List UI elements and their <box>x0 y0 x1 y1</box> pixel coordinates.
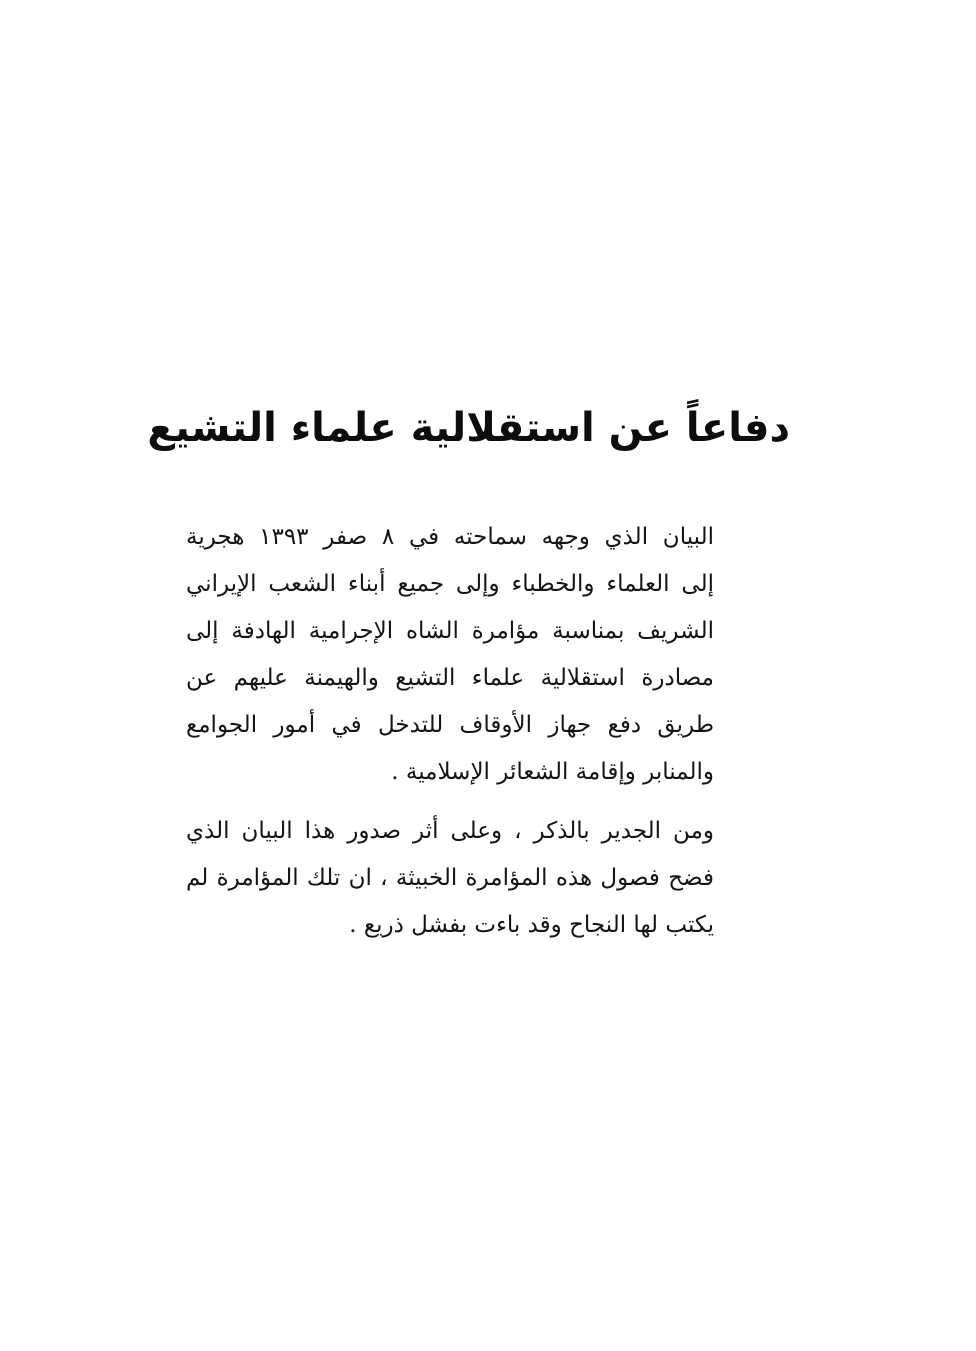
paragraph-line: طريق دفع جهاز الأوقاف للتدخل في أمور الجوامع <box>186 712 714 738</box>
paragraph-line: مصادرة استقلالية علماء التشيع والهيمنة عليهم عن <box>186 665 714 691</box>
paragraph-line: إلى العلماء والخطباء وإلى جميع أبناء الشعب الإيراني <box>186 571 714 597</box>
paragraph-line: ومن الجدير بالذكر ، وعلى أثر صدور هذا البيان الذي <box>186 818 714 844</box>
paragraph-1 <box>186 514 714 796</box>
paragraph-line: يكتب لها النجاح وقد باءت بفشل ذريع . <box>349 912 714 938</box>
body-text <box>186 514 714 949</box>
paragraph-2 <box>186 808 714 949</box>
paragraph-line: فضح فصول هذه المؤامرة الخبيثة ، ان تلك المؤامرة لم <box>186 865 714 891</box>
paragraph-line: والمنابر وإقامة الشعائر الإسلامية . <box>391 759 714 785</box>
page-title: دفاعاً عن استقلالية علماء التشيع <box>147 405 790 451</box>
paragraph-line: الشريف بمناسبة مؤامرة الشاه الإجرامية الهادفة إلى <box>186 618 714 644</box>
paragraph-line: البيان الذي وجهه سماحته في ٨ صفر ١٣٩٣ هجرية <box>186 524 714 550</box>
